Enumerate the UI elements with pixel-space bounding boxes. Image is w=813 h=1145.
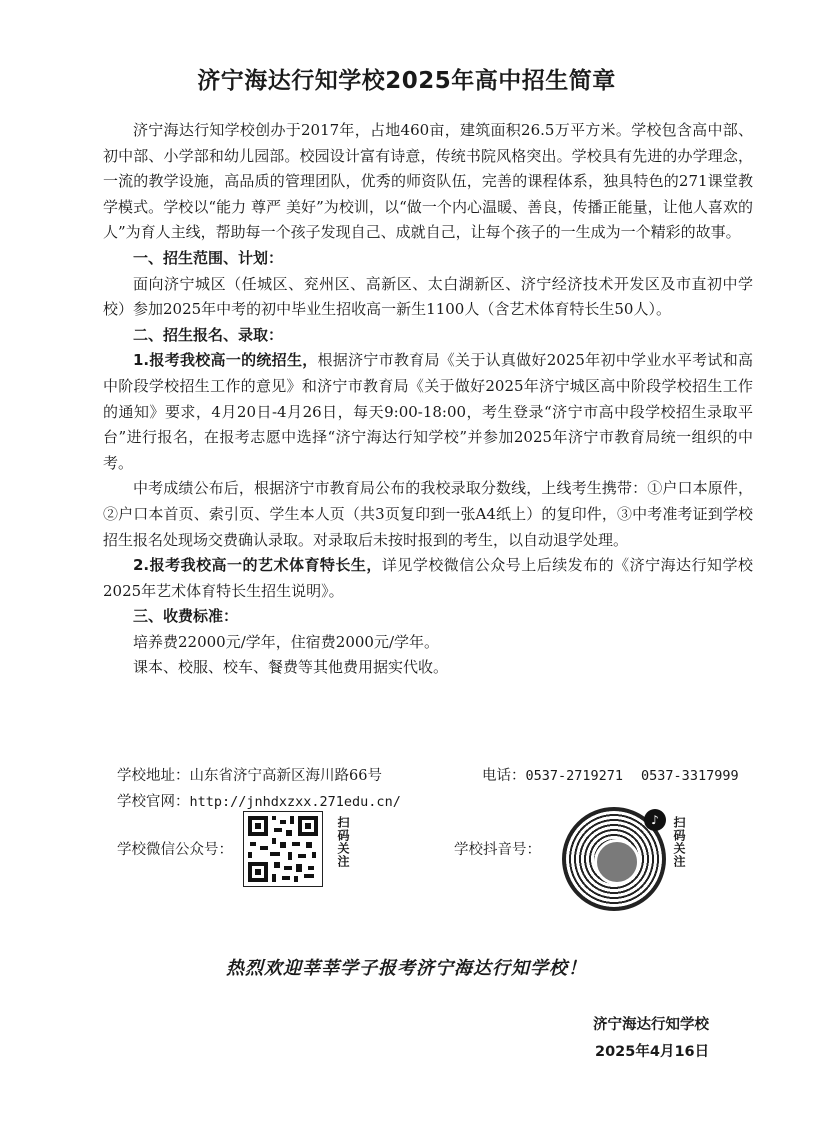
item2-lead: 2.报考我校高一的艺术体育特长生， bbox=[133, 556, 382, 575]
douyin-scan-hint: 扫码关注 bbox=[672, 816, 686, 868]
item2-paragraph bbox=[103, 553, 753, 604]
item1-paragraph bbox=[103, 348, 753, 476]
fee-line-2: 课本、校服、校车、餐费等其他费用据实代收。 bbox=[133, 658, 449, 677]
tiktok-icon: ♪ bbox=[644, 809, 666, 831]
phone-1: 0537-2719271 bbox=[525, 768, 624, 784]
item1-paragraph-2: 中考成绩公布后，根据济宁市教育局公布的我校录取分数线，上线考生携带：①户口本原件，②户口本首页、索引页、学生本人页（共3页复印到一张A4纸上）的复印件，③中考准考证到学校招生报名处现场交费确认录取。对录取后未按时报到的考生，以自动退学处理。 bbox=[103, 479, 753, 549]
intro-paragraph: 济宁海达行知学校创办于2017年，占地460亩，建筑面积26.5万平方米。学校包含高中部、初中部、小学部和幼儿园部。校园设计富有诗意，传统书院风格突出。学校具有先进的办学理念，一流的教学设施，高品质的管理团队，优秀的师资队伍，完善的课程体系，独具特色的271课堂教学模式。学校以“能力 尊严 美好”为校训，以“做一个内心温暖、善良，传播正能量，让他人喜欢的人”为育人主线，帮助每一个孩子发现自己、成就自己，让每个孩子的一生成为一个精彩的故事。 bbox=[103, 121, 753, 242]
wechat-scan-hint: 扫码关注 bbox=[336, 816, 350, 868]
douyin-avatar bbox=[594, 839, 640, 885]
section1-paragraph: 面向济宁城区（任城区、兖州区、高新区、太白湖新区、济宁经济技术开发区及市直初中学校）参加2025年中考的初中毕业生招收高一新生1100人（含艺术体育特长生50人）。 bbox=[103, 274, 753, 319]
signature-school: 济宁海达行知学校 bbox=[593, 1017, 709, 1033]
item2-text: 详见学校微信公众号上后续发布的《济宁海达行知学校2025年艺术体育特长生招生说明》。 bbox=[103, 556, 753, 600]
item1-lead: 1.报考我校高一的统招生， bbox=[133, 351, 318, 370]
wechat-qr-code bbox=[243, 811, 323, 887]
douyin-qr-code bbox=[562, 807, 666, 911]
website-link[interactable]: http://jnhdxzxx.271edu.cn/ bbox=[189, 794, 401, 810]
page-title: 济宁海达行知学校2025年高中招生简章 bbox=[197, 68, 616, 94]
douyin-label: 学校抖音号： bbox=[454, 842, 541, 858]
item1-text: 根据济宁市教育局《关于认真做好2025年初中学业水平考试和高中阶段学校招生工作的意见》和济宁市教育局《关于做好2025年济宁城区高中阶段学校招生工作的通知》要求，4月20日-4月26日，每天9:00-18:00，考生登录“济宁市高中段学校招生录取平台”进行报名，在报考志愿中选择“济宁海达行知学校”并参加2025年济宁市教育局统一组织的中考。 bbox=[103, 351, 753, 472]
address-value: 山东省济宁高新区海川路66号 bbox=[189, 768, 382, 784]
website-line bbox=[117, 790, 401, 811]
wechat-label: 学校微信公众号： bbox=[117, 842, 233, 858]
address-label: 学校地址： bbox=[117, 768, 190, 784]
section3-heading: 三、收费标准： bbox=[133, 607, 239, 626]
fee-line-1: 培养费22000元/学年，住宿费2000元/学年。 bbox=[133, 632, 439, 651]
phone-2: 0537-3317999 bbox=[641, 768, 739, 784]
signature-date: 2025年4月16日 bbox=[595, 1044, 710, 1060]
notice-body bbox=[103, 118, 753, 681]
welcome-slogan: 热烈欢迎莘莘学子报考济宁海达行知学校！ bbox=[226, 958, 587, 979]
website-label: 学校官网： bbox=[117, 794, 190, 810]
address-line bbox=[117, 764, 382, 785]
section1-heading: 一、招生范围、计划： bbox=[133, 248, 284, 267]
section2-heading: 二、招生报名、录取： bbox=[133, 325, 284, 344]
phone-line bbox=[482, 764, 739, 785]
phone-label: 电话： bbox=[482, 768, 526, 784]
